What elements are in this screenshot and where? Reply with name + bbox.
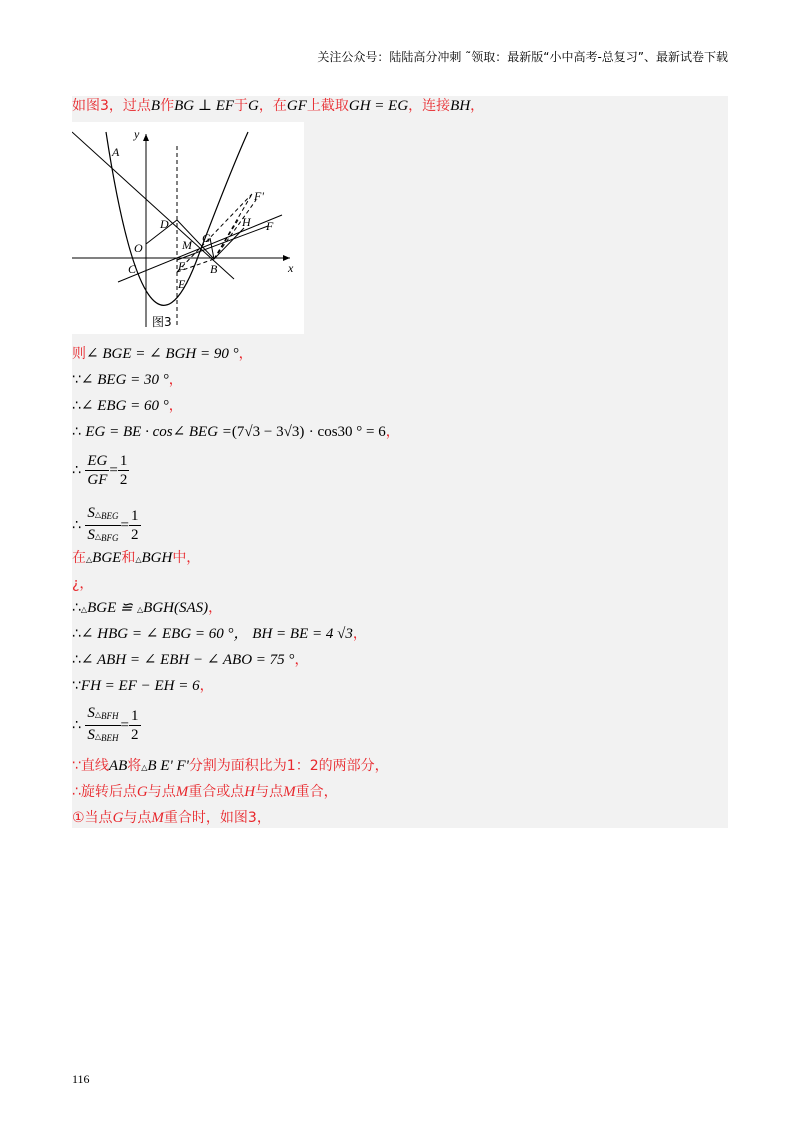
math-segment: M [151, 810, 164, 826]
fraction-one-half [129, 507, 141, 544]
math-segment: GF [286, 98, 307, 114]
equals-sign: = [120, 517, 129, 534]
text-segment: 在 [72, 550, 86, 566]
math-segment: H [244, 784, 256, 800]
math-segment: BGE [92, 550, 122, 566]
fraction-one-half [129, 707, 141, 744]
text-segment: ∵直线 [72, 758, 109, 774]
math-segment: G [248, 98, 259, 114]
math-segment: · cos30 ° = 6 [308, 424, 386, 440]
therefore-symbol: ∴ [72, 517, 81, 534]
line-6 [72, 452, 728, 492]
label-G: G [202, 231, 211, 245]
fraction-denominator: 2 [131, 527, 139, 543]
triangle-icon: △ [141, 763, 148, 772]
text-segment: ， [385, 424, 400, 440]
subscript: BEH [101, 733, 119, 743]
fraction-denominator: 2 [131, 727, 139, 743]
triangle-icon: △ [94, 710, 102, 719]
label-C: C [128, 262, 137, 276]
because-symbol: ∵ [72, 678, 81, 694]
area-symbol: S [87, 727, 95, 743]
text-segment: ， [199, 678, 214, 694]
math-segment: ∠ BGE = ∠ BGH = 90 ° [86, 346, 239, 362]
math-segment: M [175, 784, 189, 800]
line-16 [72, 782, 728, 802]
text-segment: ， [238, 346, 253, 362]
math-segment: ∠ HBG = ∠ EBG = 60 °， BH = BE = 4 √3 [80, 626, 353, 642]
text-segment: 与点 [147, 784, 176, 800]
math-segment: ∠ ABH = ∠ EBH − ∠ ABO = 75 ° [80, 652, 295, 668]
subscript: BFG [101, 533, 119, 543]
text-segment: 重合或点 [188, 784, 245, 800]
therefore-symbol: ∴ [72, 652, 81, 668]
label-M: M [182, 238, 192, 252]
line-13 [72, 676, 728, 696]
text-segment: 将 [127, 758, 142, 774]
line-10 [72, 598, 728, 620]
text-segment: ， [294, 652, 309, 668]
fraction-area-bfh-beh [85, 704, 120, 747]
math-segment: BGH [143, 600, 174, 616]
page-number: 116 [72, 1072, 90, 1086]
math-segment: B [150, 98, 161, 114]
therefore-symbol: ∴ [72, 424, 81, 440]
label-O: O [134, 241, 143, 255]
math-segment: ∠ EBG = 60 ° [80, 398, 169, 414]
triangle-icon: △ [137, 605, 144, 614]
page-header: 关注公众号：陆陆高分冲刺 ˜领取：最新版“小中高考-总复习”、最新试卷下载 [317, 50, 728, 64]
label-D: D [160, 217, 169, 231]
equals-sign: = [120, 717, 129, 734]
triangle-icon: △ [135, 555, 142, 564]
text-segment: 如图3，过点 [72, 98, 151, 114]
fraction-numerator: 1 [131, 708, 139, 724]
math-segment: FH = EF − EH = 6 [80, 678, 200, 694]
math-segment: G [136, 784, 148, 800]
line-12 [72, 650, 728, 670]
therefore-symbol: ∴ [72, 717, 81, 734]
area-symbol: S [87, 527, 95, 543]
label-A: A [112, 145, 120, 159]
label-Fp: F' [254, 189, 264, 203]
line-2 [72, 344, 728, 364]
text-segment: 与点 [123, 810, 152, 826]
text-segment: ， [470, 98, 485, 114]
line-14 [72, 704, 728, 748]
triangle-icon: △ [94, 532, 102, 541]
fraction-numerator: 1 [131, 508, 139, 524]
label-Ep: E' [178, 277, 188, 291]
fraction-denominator: 2 [119, 472, 128, 488]
text-segment: ∴旋转后点 [72, 784, 137, 800]
text-segment: 分割为面积比为1：2的两部分， [188, 758, 389, 774]
math-segment: BGH [141, 550, 173, 566]
math-segment: EG = BE · cos∠ BEG = [85, 424, 232, 440]
line-9 [72, 574, 728, 594]
fraction-numerator: 1 [119, 453, 128, 469]
text-segment: 与点 [255, 784, 284, 800]
fraction-numerator: EG [87, 453, 108, 469]
subscript: BEG [101, 511, 119, 521]
math-segment: BH [450, 98, 471, 114]
subscript: BFH [101, 711, 119, 721]
therefore-symbol: ∴ [72, 462, 81, 479]
label-y: y [134, 127, 140, 141]
text-segment: ①当点 [72, 810, 113, 826]
math-segment: G [112, 810, 124, 826]
math-segment: B E' F' [147, 758, 189, 774]
line-5 [72, 422, 728, 442]
fraction-eg-gf [85, 452, 109, 489]
text-segment: ， [168, 398, 183, 414]
text-segment: 作 [160, 98, 175, 114]
math-segment: (SAS) [174, 600, 209, 616]
figure-3 [72, 122, 304, 334]
text-segment: ¿， [72, 576, 94, 592]
text-segment: 上截取 [306, 98, 349, 114]
text-segment: 重合时，如图3， [163, 810, 271, 826]
math-segment: BGE ≌ [87, 600, 133, 616]
fraction-area-beg-bfg [85, 504, 120, 547]
text-segment: 于 [234, 98, 249, 114]
text-segment: 重合， [295, 784, 338, 800]
fraction-one-half [118, 452, 130, 489]
figure-3-diagram [72, 122, 304, 334]
triangle-icon: △ [94, 510, 102, 519]
line-7 [72, 504, 728, 548]
math-segment: ∠ BEG = 30 ° [80, 372, 169, 388]
text-segment: ， [208, 600, 223, 616]
solution-block [72, 96, 728, 828]
line-17 [72, 808, 728, 828]
area-symbol: S [87, 505, 95, 521]
line-8 [72, 548, 728, 570]
equals-sign: = [109, 462, 118, 479]
math-segment: AB [108, 758, 128, 774]
text-segment: 则 [72, 346, 86, 362]
text-segment: ，连接 [408, 98, 451, 114]
triangle-icon: △ [80, 605, 88, 614]
fraction-denominator: GF [87, 472, 108, 488]
math-segment: BG ⊥ EF [174, 98, 235, 114]
line-15 [72, 756, 728, 778]
figure-caption: 图3 [152, 315, 172, 329]
line-11 [72, 624, 728, 644]
text-segment: ，在 [258, 98, 287, 114]
therefore-symbol: ∴ [72, 626, 81, 642]
math-segment: GH = EG [348, 98, 409, 114]
text-segment: 和 [121, 550, 136, 566]
line-1 [72, 96, 728, 116]
therefore-symbol: ∴ [72, 398, 81, 414]
label-E: E [178, 259, 186, 273]
line-3 [72, 370, 728, 390]
because-symbol: ∵ [72, 372, 81, 388]
text-segment: ， [352, 626, 367, 642]
math-segment: M [283, 784, 296, 800]
area-symbol: S [87, 705, 95, 721]
therefore-symbol: ∴ [72, 600, 81, 616]
label-x: x [288, 261, 294, 275]
label-B: B [210, 262, 218, 276]
label-H: H [242, 215, 251, 229]
triangle-icon: △ [94, 732, 102, 741]
triangle-icon: △ [86, 555, 93, 564]
text-segment: ， [168, 372, 183, 388]
label-F: F [266, 219, 274, 233]
math-segment: (7√3 − 3√3) [231, 424, 305, 440]
line-4 [72, 396, 728, 416]
text-segment: 中， [172, 550, 201, 566]
